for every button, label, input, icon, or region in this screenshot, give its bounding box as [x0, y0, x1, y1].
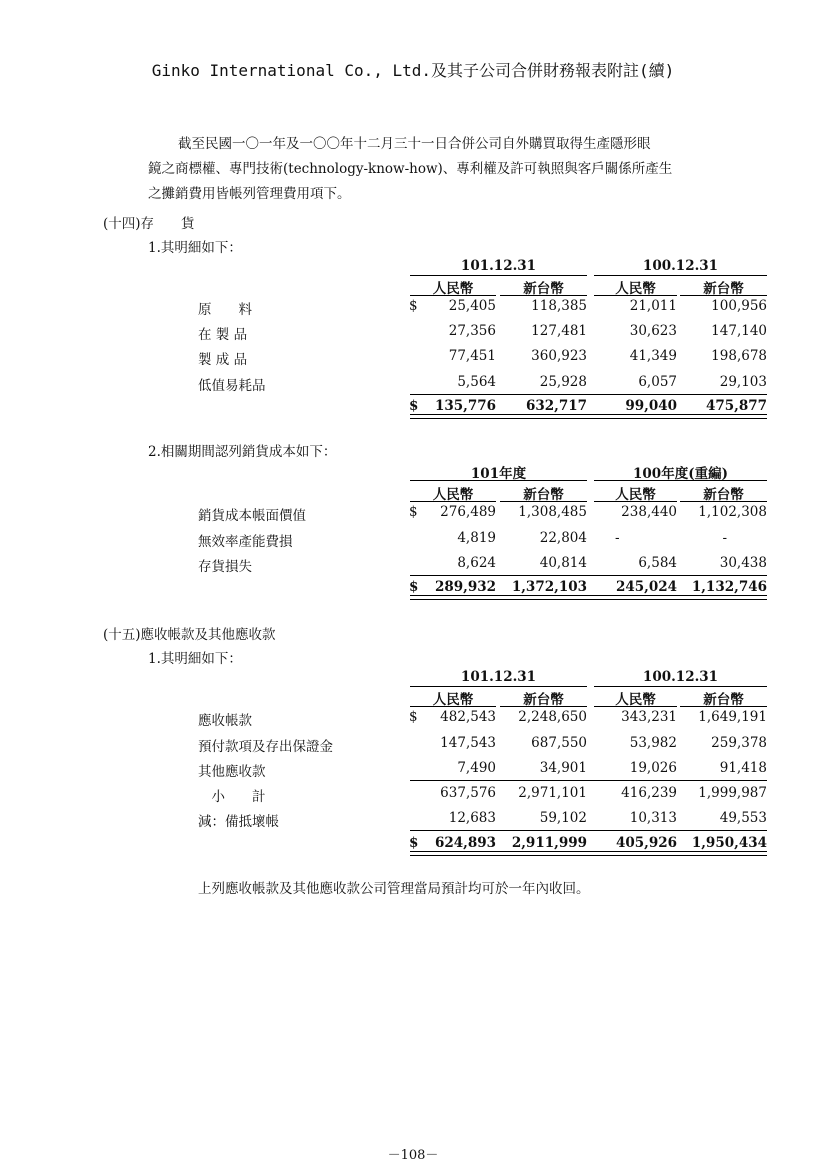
cell-value: 41,349	[629, 348, 677, 364]
cell-value: 22,804	[539, 530, 587, 546]
row-label: 低值易耗品	[198, 378, 266, 394]
total-value: 2,911,999	[511, 835, 587, 851]
section-14-title: (十四)存 貨	[103, 216, 195, 232]
cell-value: 53,982	[629, 735, 677, 751]
period-a-header: 101.12.31	[460, 258, 537, 274]
cell-value: 4,819	[457, 530, 496, 546]
row-label: 原 料	[198, 302, 252, 318]
row-label: 銷貨成本帳面價值	[198, 508, 306, 524]
period-b-header: 100.12.31	[642, 258, 719, 274]
cell-value: 19,026	[629, 760, 677, 776]
cell-value: 2,248,650	[518, 709, 587, 725]
table-row	[0, 374, 826, 394]
row-label: 無效率產能費損	[198, 534, 293, 550]
currency-rmb-header: 人民幣	[615, 281, 656, 297]
currency-twd-header: 新台幣	[703, 281, 744, 297]
row-label: 減：備抵壞帳	[198, 814, 279, 830]
cell-value: 1,308,485	[518, 504, 587, 520]
total-value: 632,717	[525, 398, 587, 414]
intro-paragraph	[148, 132, 773, 207]
cell-value: 687,550	[531, 735, 587, 751]
intro-line-3: 之攤銷費用皆帳列管理費用項下。	[148, 186, 351, 202]
cell-value: 238,440	[621, 504, 677, 520]
currency-rmb-header: 人民幣	[615, 487, 656, 503]
cell-value: 198,678	[711, 348, 767, 364]
currency-symbol: $	[409, 504, 418, 520]
row-label: 在 製 品	[198, 327, 248, 343]
row-label: 應收帳款	[198, 713, 252, 729]
currency-rmb-header: 人民幣	[615, 692, 656, 708]
total-value: 405,926	[615, 835, 677, 851]
row-label: 製 成 品	[198, 352, 248, 368]
section-15-sub1: 1.其明細如下：	[148, 651, 242, 667]
total-value: 1,950,434	[691, 835, 767, 851]
cell-value: 5,564	[457, 374, 496, 390]
cell-value: 118,385	[531, 298, 587, 314]
table-row	[0, 298, 826, 318]
total-value: 99,040	[625, 398, 677, 414]
period-b-header: 100.12.31	[642, 669, 719, 685]
cell-value: 276,489	[440, 504, 496, 520]
table-row	[0, 555, 826, 575]
row-label: 預付款項及存出保證金	[198, 739, 333, 755]
currency-symbol: $	[409, 709, 418, 725]
cell-value: 10,313	[629, 810, 677, 826]
cell-value: 30,438	[719, 555, 767, 571]
cell-value: 21,011	[629, 298, 677, 314]
cell-value: 29,103	[719, 374, 767, 390]
period-a-header: 101.12.31	[460, 669, 537, 685]
currency-symbol: $	[409, 398, 419, 414]
cell-value: 147,140	[711, 323, 767, 339]
intro-line-2: 鏡之商標權、專門技術(technology-know-how)、專利權及許可執照與客戶關係所產生	[148, 161, 673, 177]
section-14-sub1: 1.其明細如下：	[148, 240, 242, 256]
intro-line-1: 截至民國一〇一年及一〇〇年十二月三十一日合併公司自外購買取得生產隱形眼	[178, 136, 651, 152]
table-row	[0, 709, 826, 729]
table-row	[0, 348, 826, 368]
total-value: 1,132,746	[691, 579, 767, 595]
cell-value: 27,356	[448, 323, 496, 339]
table-row	[0, 810, 826, 830]
row-label: 小 計	[198, 789, 266, 805]
section-15-note: 上列應收帳款及其他應收款公司管理當局預計均可於一年內收回。	[198, 881, 590, 897]
currency-twd-header: 新台幣	[523, 281, 564, 297]
cell-value: 49,553	[719, 810, 767, 826]
cell-value: 360,923	[531, 348, 587, 364]
total-value: 1,372,103	[511, 579, 587, 595]
section-15-title: (十五)應收帳款及其他應收款	[103, 627, 276, 643]
cell-value: 482,543	[440, 709, 496, 725]
total-value: 245,024	[615, 579, 677, 595]
cell-value: 25,405	[448, 298, 496, 314]
total-value: 624,893	[434, 835, 496, 851]
cell-value: 30,623	[629, 323, 677, 339]
cell-value: -	[722, 530, 727, 546]
cell-value: 7,490	[457, 760, 496, 776]
cell-value: 91,418	[719, 760, 767, 776]
cell-value: 59,102	[539, 810, 587, 826]
currency-twd-header: 新台幣	[703, 692, 744, 708]
table-row	[0, 735, 826, 755]
cell-value: 6,057	[638, 374, 677, 390]
table-row	[0, 530, 826, 550]
currency-twd-header: 新台幣	[703, 487, 744, 503]
period-a-header: 101年度	[470, 466, 527, 482]
row-label: 其他應收款	[198, 764, 266, 780]
total-value: 289,932	[434, 579, 496, 595]
cell-value: 77,451	[448, 348, 496, 364]
cell-value: 40,814	[539, 555, 587, 571]
table-row	[0, 323, 826, 343]
cell-value: 1,999,987	[698, 785, 767, 801]
currency-rmb-header: 人民幣	[432, 487, 474, 503]
cell-value: 147,543	[440, 735, 496, 751]
section-14-sub2: 2.相關期間認列銷貨成本如下：	[148, 444, 337, 460]
cell-value: 34,901	[539, 760, 587, 776]
page-number: －108－	[387, 1148, 439, 1163]
cell-value: 637,576	[440, 785, 496, 801]
total-value: 475,877	[705, 398, 767, 414]
cell-value: 6,584	[638, 555, 677, 571]
cell-value: 100,956	[711, 298, 767, 314]
currency-symbol: $	[409, 579, 419, 595]
table-row	[0, 504, 826, 524]
cell-value: 343,231	[621, 709, 677, 725]
page-header: Ginko International Co., Ltd.及其子公司合併財務報表附註(續)	[151, 61, 675, 80]
cell-value: 259,378	[711, 735, 767, 751]
cell-value: 1,102,308	[698, 504, 767, 520]
currency-twd-header: 新台幣	[523, 487, 564, 503]
subtotal-row	[0, 785, 826, 805]
currency-rmb-header: 人民幣	[432, 692, 474, 708]
period-b-header: 100年度(重編)	[633, 466, 728, 482]
cell-value: -	[615, 530, 620, 546]
row-label: 存貨損失	[198, 559, 252, 575]
cell-value: 1,649,191	[698, 709, 767, 725]
cell-value: 8,624	[457, 555, 496, 571]
cell-value: 12,683	[448, 810, 496, 826]
currency-twd-header: 新台幣	[523, 692, 564, 708]
cell-value: 2,971,101	[518, 785, 587, 801]
currency-rmb-header: 人民幣	[432, 281, 474, 297]
currency-symbol: $	[409, 298, 418, 314]
cell-value: 416,239	[621, 785, 677, 801]
currency-symbol: $	[409, 835, 419, 851]
cell-value: 127,481	[531, 323, 587, 339]
total-value: 135,776	[434, 398, 496, 414]
table-row	[0, 760, 826, 780]
cell-value: 25,928	[539, 374, 587, 390]
